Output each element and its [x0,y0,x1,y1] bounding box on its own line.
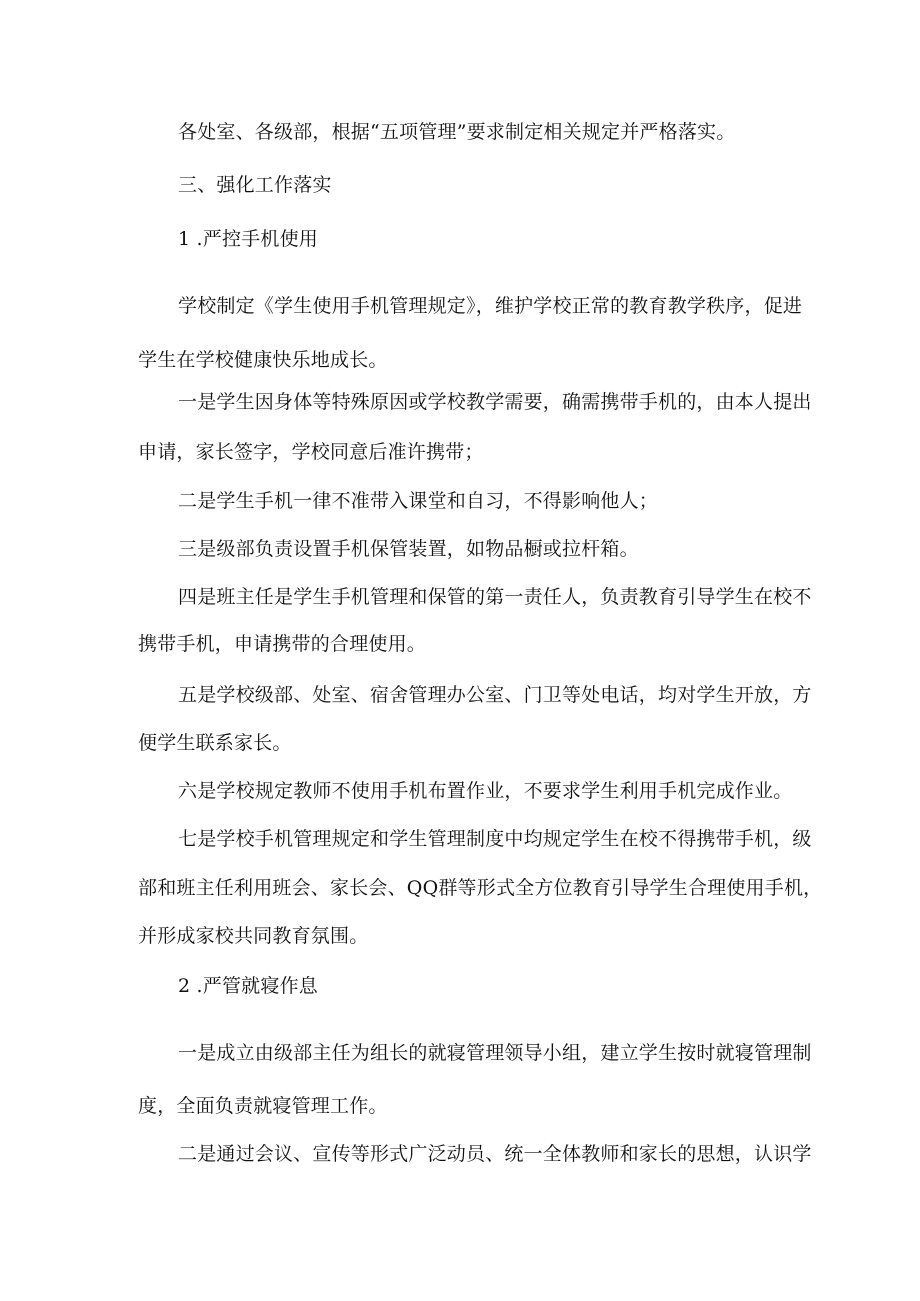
paragraph-line: 四是班主任是学生手机管理和保管的第一责任人，负责教育引导学生在校不 [178,586,812,608]
paragraph-line: 部和班主任利用班会、家长会、QQ群等形式全方位教育引导学生合理使用手机， [138,877,823,899]
section-heading: 三、强化工作落实 [178,174,332,196]
paragraph-line: 学生在学校健康快乐地成长。 [138,349,388,371]
paragraph-line: 携带手机，申请携带的合理使用。 [138,633,427,655]
subsection-heading: 2 .严管就寝作息 [178,975,318,997]
paragraph-line: 二是通过会议、宣传等形式广泛动员、统一全体教师和家长的思想，认识学 [178,1143,812,1165]
paragraph-line: 三是级部负责设置手机保管装置，如物品橱或拉杆箱。 [178,538,639,560]
subsection-heading: 1 .严控手机使用 [178,228,318,250]
paragraph-line: 便学生联系家长。 [138,732,292,754]
paragraph-line: 度，全面负责就寝管理工作。 [138,1095,388,1117]
paragraph-line: 学校制定《学生使用手机管理规定》，维护学校正常的教育教学秩序，促进 [178,295,803,317]
paragraph-line: 各处室、各级部，根据“五项管理”要求制定相关规定并严格落实。 [178,121,736,143]
paragraph-line: 二是学生手机一律不准带入课堂和自习，不得影响他人； [178,490,659,512]
paragraph-line: 七是学校手机管理规定和学生管理制度中均规定学生在校不得携带手机，级 [178,828,812,850]
paragraph-line: 五是学校级部、处室、宿舍管理办公室、门卫等处电话，均对学生开放，方 [178,684,812,706]
paragraph-line: 申请，家长签字，学校同意后准许携带； [138,441,484,463]
paragraph-line: 并形成家校共同教育氛围。 [138,925,369,947]
paragraph-line: 六是学校规定教师不使用手机布置作业，不要求学生利用手机完成作业。 [178,780,793,802]
paragraph-line: 一是学生因身体等特殊原因或学校教学需要，确需携带手机的，由本人提出 [178,391,812,413]
paragraph-line: 一是成立由级部主任为组长的就寝管理领导小组，建立学生按时就寝管理制 [178,1042,812,1064]
